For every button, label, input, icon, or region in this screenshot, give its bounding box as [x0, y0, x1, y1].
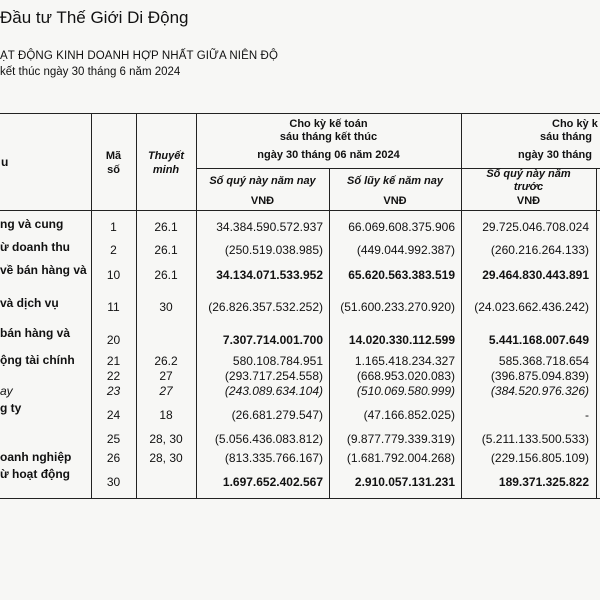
row-ytd-value: (510.069.580.999): [356, 384, 455, 398]
row-quarter-value: (243.089.634.104): [224, 384, 323, 398]
row-code: 21: [106, 354, 121, 368]
row-code: 23: [106, 384, 121, 398]
row-ytd-value: 14.020.330.112.599: [348, 333, 455, 347]
row-label: ừ hoạt động: [0, 467, 71, 481]
row-quarter-value: 1.697.652.402.567: [222, 475, 323, 489]
row-label: bán hàng và: [0, 326, 71, 340]
row-prev-value: (24.023.662.436.242): [474, 300, 589, 314]
row-ytd-value: (449.044.992.387): [356, 243, 455, 257]
row-label: về bán hàng và: [0, 263, 87, 277]
ytd-currency: VNĐ: [383, 195, 407, 207]
row-ytd-value: (1.681.792.004.268): [346, 451, 455, 465]
row-prev-value: 29.464.830.443.891: [482, 268, 589, 282]
row-code: 11: [107, 300, 120, 314]
period2-header-line3: ngày 30 tháng: [518, 149, 592, 161]
code-column-header-line2: số: [107, 164, 120, 176]
row-note: 26.1: [154, 220, 178, 234]
row-note: 18: [159, 408, 173, 422]
report-period: kết thúc ngày 30 tháng 6 năm 2024: [0, 66, 181, 78]
row-prev-value: 189.371.325.822: [498, 475, 589, 489]
row-ytd-value: (9.877.779.339.319): [346, 432, 455, 446]
row-quarter-value: (26.681.279.547): [231, 408, 323, 422]
prev-currency: VNĐ: [516, 195, 541, 207]
code-column-header-line1: Mã: [105, 150, 122, 162]
row-ytd-value: (668.953.020.083): [356, 369, 455, 383]
row-label: ộng tài chính: [0, 353, 75, 367]
row-quarter-value: 580.108.784.951: [232, 354, 323, 368]
row-label: ng và cung: [0, 217, 64, 231]
period1-header-line3: ngày 30 tháng 06 năm 2024: [257, 149, 400, 161]
row-note: 30: [159, 300, 173, 314]
row-code: 20: [106, 333, 121, 347]
quarter-currency: VNĐ: [250, 195, 275, 207]
note-column-header-line2: minh: [152, 164, 180, 176]
row-prev-value: (5.211.133.500.533): [481, 432, 589, 446]
row-ytd-value: 1.165.418.234.327: [354, 354, 455, 368]
row-note: 26.1: [154, 268, 178, 282]
row-code: 30: [106, 475, 121, 489]
row-label: ừ doanh thu: [0, 240, 71, 254]
row-ytd-value: 66.069.608.375.906: [348, 220, 455, 234]
row-label: oanh nghiệp: [0, 450, 72, 464]
note-column-header-line1: Thuyết: [147, 150, 185, 162]
row-prev-value: (229.156.805.109): [490, 451, 589, 465]
row-quarter-value: 34.134.071.533.952: [216, 268, 323, 282]
row-prev-value: 5.441.168.007.649: [488, 333, 589, 347]
row-code: 1: [110, 220, 117, 234]
row-ytd-value: 65.620.563.383.519: [348, 268, 455, 282]
row-label: và dịch vụ: [0, 296, 59, 310]
row-quarter-value: (293.717.254.558): [224, 369, 323, 383]
row-prev-value: (260.216.264.133): [490, 243, 589, 257]
row-ytd-value: 2.910.057.131.231: [354, 475, 455, 489]
row-quarter-value: 7.307.714.001.700: [222, 333, 323, 347]
row-code: 2: [110, 243, 117, 257]
row-ytd-value: (51.600.233.270.920): [340, 300, 455, 314]
row-quarter-value: (5.056.436.083.812): [214, 432, 323, 446]
prev-column-header-line2: trước: [513, 181, 544, 193]
ytd-column-header: Số lũy kế năm nay: [347, 175, 443, 187]
row-note: 27: [159, 369, 173, 383]
period2-header-line1: Cho kỳ k: [552, 118, 598, 130]
row-prev-value: (396.875.094.839): [490, 369, 589, 383]
row-quarter-value: (250.519.038.985): [224, 243, 323, 257]
row-quarter-value: (813.335.766.167): [224, 451, 323, 465]
prev-column-header-line1: Số quý này năm: [486, 168, 571, 180]
row-note: 28, 30: [149, 451, 183, 465]
row-prev-value: -: [585, 408, 589, 422]
row-code: 10: [106, 268, 121, 282]
row-code: 25: [106, 432, 121, 446]
row-quarter-value: 34.384.590.572.937: [216, 220, 323, 234]
row-note: 26.2: [154, 354, 178, 368]
period1-header-line2: sáu tháng kết thúc: [279, 131, 378, 143]
item-column-header: u: [1, 155, 9, 169]
row-code: 26: [106, 451, 121, 465]
row-prev-value: 585.368.718.654: [498, 354, 589, 368]
quarter-column-header: Số quý này năm nay: [209, 175, 316, 187]
row-code: 24: [106, 408, 121, 422]
row-quarter-value: (26.826.357.532.252): [208, 300, 323, 314]
row-prev-value: 29.725.046.708.024: [482, 220, 589, 234]
report-title: ẠT ĐỘNG KINH DOANH HỢP NHẤT GIỮA NIÊN ĐỘ: [0, 50, 279, 62]
row-prev-value: (384.520.976.326): [490, 384, 589, 398]
company-name: Đầu tư Thế Giới Di Động: [0, 8, 189, 27]
row-note: 26.1: [154, 243, 178, 257]
row-ytd-value: (47.166.852.025): [363, 408, 455, 422]
period1-header-line1: Cho kỳ kế toán: [289, 118, 368, 130]
period2-header-line2: sáu tháng: [540, 131, 592, 143]
row-code: 22: [106, 369, 121, 383]
row-label: ay: [0, 384, 13, 398]
row-note: 28, 30: [149, 432, 183, 446]
row-label: g ty: [0, 401, 22, 415]
row-note: 27: [159, 384, 173, 398]
